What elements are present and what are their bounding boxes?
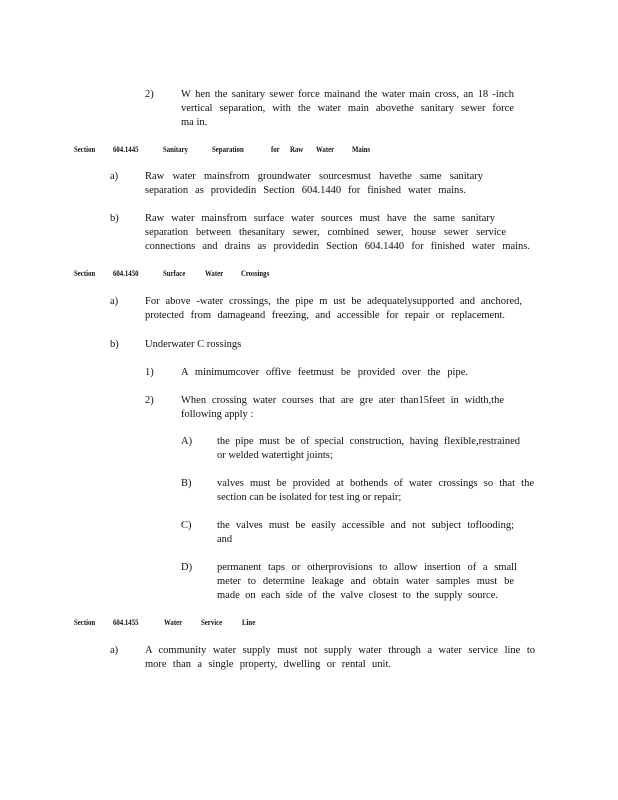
heading-word: Service bbox=[201, 618, 223, 627]
item-label: 2) bbox=[145, 89, 154, 100]
heading-word: Mains bbox=[352, 145, 371, 154]
text-line: following apply : bbox=[181, 409, 254, 420]
heading-word: 604.1450 bbox=[113, 269, 139, 278]
item-label: B) bbox=[181, 478, 192, 489]
text-line: made on each side of the valve closest to the supply source. bbox=[217, 590, 498, 601]
text-line: A minimumcover offive feetmust be provided over the pipe. bbox=[181, 367, 468, 378]
item-label: a) bbox=[110, 296, 119, 307]
text-line: or welded watertight joints; bbox=[217, 450, 333, 461]
text-line: W hen the sanitary sewer force mainand the water main cross, an 18 -inch bbox=[181, 89, 514, 100]
heading-word: Water bbox=[316, 145, 335, 154]
heading-word: Crossings bbox=[241, 269, 270, 278]
text-line: Raw water mainsfrom groundwater sourcesmust havethe same sanitary bbox=[145, 171, 483, 182]
heading-word: 604.1445 bbox=[113, 145, 139, 154]
heading-word: Separation bbox=[212, 145, 244, 154]
text-line: section can be isolated for test ing or repair; bbox=[217, 492, 402, 503]
text-line: the pipe must be of special construction, having flexible,restrained bbox=[217, 436, 520, 447]
item-label: A) bbox=[181, 436, 193, 447]
item-label: D) bbox=[181, 562, 193, 573]
heading-word: Line bbox=[242, 618, 256, 627]
text-line: more than a single property, dwelling or rental unit. bbox=[145, 659, 391, 670]
text-line: protected from damageand freezing, and accessible for repair or replacement. bbox=[145, 310, 505, 321]
item-label: b) bbox=[110, 339, 119, 350]
heading-word: Section bbox=[74, 145, 96, 154]
text-line: vertical separation, with the water main abovethe sanitary sewer force bbox=[181, 103, 514, 114]
item-label: b) bbox=[110, 213, 119, 224]
heading-word: for bbox=[271, 145, 280, 154]
heading-word: 604.1455 bbox=[113, 618, 139, 627]
text-line: separation between thesanitary sewer, combined sewer, house sewer service bbox=[145, 227, 506, 238]
heading-word: Sanitary bbox=[163, 145, 188, 154]
heading-word: Section bbox=[74, 269, 96, 278]
text-line: permanent taps or otherprovisions to allow insertion of a small bbox=[217, 562, 517, 573]
text-line: Raw water mainsfrom surface water sources must have the same sanitary bbox=[145, 213, 495, 224]
heading-word: Raw bbox=[290, 145, 304, 154]
heading-word: Surface bbox=[163, 269, 186, 278]
text-line: meter to determine leakage and obtain water samples must be bbox=[217, 576, 514, 587]
item-label: a) bbox=[110, 645, 119, 656]
heading-word: Water bbox=[205, 269, 224, 278]
item-label: C) bbox=[181, 520, 192, 531]
text-line: connections and drains as providedin Section 604.1440 for finished water mains. bbox=[145, 241, 530, 252]
text-line: Underwater C rossings bbox=[145, 339, 242, 350]
text-line: valves must be provided at bothends of water crossings so that the bbox=[217, 478, 534, 489]
text-line: the valves must be easily accessible and not subject toflooding; bbox=[217, 520, 514, 531]
text-line: and bbox=[217, 534, 233, 545]
heading-word: Water bbox=[164, 618, 183, 627]
text-line: ma in. bbox=[181, 117, 208, 128]
text-line: separation as providedin Section 604.1440 for finished water mains. bbox=[145, 185, 466, 196]
heading-word: Section bbox=[74, 618, 96, 627]
item-label: a) bbox=[110, 171, 119, 182]
item-label: 1) bbox=[145, 367, 154, 378]
text-line: For above -water crossings, the pipe m ust be adequatelysupported and anchored, bbox=[145, 296, 522, 307]
item-label: 2) bbox=[145, 395, 154, 406]
text-line: A community water supply must not supply water through a water service line to bbox=[145, 645, 535, 656]
text-line: When crossing water courses that are gre ater than15feet in width,the bbox=[181, 395, 504, 406]
